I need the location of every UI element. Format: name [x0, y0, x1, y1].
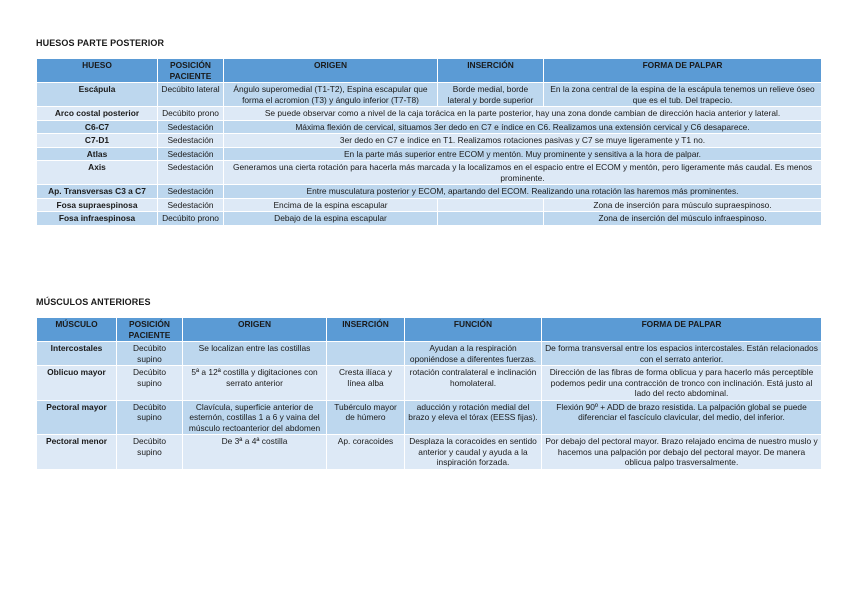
row-origen: Clavícula, superficie anterior de esternón, costillas 1 a 6 y vaina del músculo rectoanterior del abdomen [183, 400, 327, 435]
table-row [37, 83, 822, 107]
row-palpar: Zona de inserción para músculo supraespinoso. [544, 198, 822, 212]
row-name: Oblicuo mayor [37, 366, 117, 401]
header-insercion: INSERCIÓN [327, 318, 405, 342]
table-row [37, 400, 822, 435]
row-name: Intercostales [37, 342, 117, 366]
header-origen: ORIGEN [224, 59, 438, 83]
row-origen: De 3ª a 4ª costilla [183, 435, 327, 470]
row-insercion: Ap. coracoides [327, 435, 405, 470]
table-row [37, 107, 822, 121]
header-funcion: FUNCIÓN [405, 318, 542, 342]
table-row [37, 134, 822, 148]
header-origen: ORIGEN [183, 318, 327, 342]
row-name: Fosa supraespinosa [37, 198, 158, 212]
row-insercion [438, 212, 544, 226]
row-position: Decúbito supino [117, 342, 183, 366]
table-row [37, 435, 822, 470]
row-name: Ap. Transversas C3 a C7 [37, 185, 158, 199]
row-name: Atlas [37, 147, 158, 161]
row-name: Escápula [37, 83, 158, 107]
row-palpar: De forma transversal entre los espacios intercostales. Están relacionados con el serrato anterior. [542, 342, 822, 366]
row-origen: Se localizan entre las costillas [183, 342, 327, 366]
table-row [37, 147, 822, 161]
row-position: Decúbito supino [117, 400, 183, 435]
row-funcion: Desplaza la coracoides en sentido anterior y caudal y ayuda a la inspiración forzada. [405, 435, 542, 470]
row-name: Fosa infraespinosa [37, 212, 158, 226]
row-origen: Ángulo superomedial (T1-T2), Espina escapular que forma el acromion (T3) y ángulo inferior (T7-T8) [224, 83, 438, 107]
row-funcion: aducción y rotación medial del brazo y eleva el tórax (EESS fijas). [405, 400, 542, 435]
table-row [37, 120, 822, 134]
row-palpar: Por debajo del pectoral mayor. Brazo relajado encima de nuestro muslo y hacemos una palpación por debajo del pectoral mayor. De manera oblicua palpo trasversalmente. [542, 435, 822, 470]
row-name: C6-C7 [37, 120, 158, 134]
row-description: En la parte más superior entre ECOM y mentón. Muy prominente y sensitiva a la hora de palpar. [224, 147, 822, 161]
header-forma-palpar: FORMA DE PALPAR [544, 59, 822, 83]
table-header-row [37, 59, 822, 83]
table-huesos [36, 58, 822, 226]
row-palpar: Dirección de las fibras de forma oblicua y para hacerlo más perceptible podemos pedir una contracción de tronco con inclinación. Está justo al lado del recto abdominal. [542, 366, 822, 401]
row-description: Generamos una cierta rotación para hacerla más marcada y la localizamos en el espacio entre el ECOM y mentón, pero ligeramente más caudal. Es menos prominente. [224, 161, 822, 185]
row-position: Sedestación [158, 147, 224, 161]
row-palpar: Flexión 90º + ADD de brazo resistida. La palpación global se puede diferenciar el fascículo clavicular, del medio, del inferior. [542, 400, 822, 435]
row-name: Pectoral menor [37, 435, 117, 470]
row-position: Decúbito lateral [158, 83, 224, 107]
row-position: Sedestación [158, 198, 224, 212]
row-position: Decúbito prono [158, 107, 224, 121]
row-description: 3er dedo en C7 e índice en T1. Realizamos rotaciones pasivas y C7 se muye ligeramente y T1 no. [224, 134, 822, 148]
table-row [37, 366, 822, 401]
row-funcion: rotación contralateral e inclinación homolateral. [405, 366, 542, 401]
row-description: Entre musculatura posterior y ECOM, apartando del ECOM. Realizando una rotación las haremos más prominentes. [224, 185, 822, 199]
table-musculos [36, 317, 822, 470]
row-name: Arco costal posterior [37, 107, 158, 121]
row-position: Sedestación [158, 185, 224, 199]
table-header-row [37, 318, 822, 342]
row-funcion: Ayudan a la respiración oponiéndose a diferentes fuerzas. [405, 342, 542, 366]
row-palpar: Zona de inserción del músculo infraespinoso. [544, 212, 822, 226]
row-position: Decúbito supino [117, 366, 183, 401]
row-insercion [327, 342, 405, 366]
row-origen: Debajo de la espina escapular [224, 212, 438, 226]
header-musculo: MÚSCULO [37, 318, 117, 342]
row-description: Máxima flexión de cervical, situamos 3er dedo en C7 e índice en C6. Realizamos una extensión cervical y C6 desaparece. [224, 120, 822, 134]
section-title-huesos: HUESOS PARTE POSTERIOR [36, 38, 165, 48]
row-name: C7-D1 [37, 134, 158, 148]
row-name: Axis [37, 161, 158, 185]
row-description: Se puede observar como a nivel de la caja torácica en la parte posterior, hay una zona donde cambian de dirección hacia anterior y lateral. [224, 107, 822, 121]
table-row [37, 198, 822, 212]
row-palpar: En la zona central de la espina de la escápula tenemos un relieve óseo que es el tub. Del trapecio. [544, 83, 822, 107]
header-posicion: POSICIÓN PACIENTE [117, 318, 183, 342]
row-position: Sedestación [158, 120, 224, 134]
header-forma-palpar: FORMA DE PALPAR [542, 318, 822, 342]
row-position: Decúbito prono [158, 212, 224, 226]
header-posicion: POSICIÓN PACIENTE [158, 59, 224, 83]
header-hueso: HUESO [37, 59, 158, 83]
section-title-musculos: MÚSCULOS ANTERIORES [36, 297, 151, 307]
table-row [37, 185, 822, 199]
row-insercion [438, 198, 544, 212]
table-row [37, 212, 822, 226]
row-position: Decúbito supino [117, 435, 183, 470]
row-insercion: Tubérculo mayor de húmero [327, 400, 405, 435]
row-origen: 5ª a 12ª costilla y digitaciones con serrato anterior [183, 366, 327, 401]
row-position: Sedestación [158, 134, 224, 148]
row-origen: Encima de la espina escapular [224, 198, 438, 212]
row-insercion: Cresta ilíaca y línea alba [327, 366, 405, 401]
row-name: Pectoral mayor [37, 400, 117, 435]
row-insercion: Borde medial, borde lateral y borde superior [438, 83, 544, 107]
table-row [37, 161, 822, 185]
row-position: Sedestación [158, 161, 224, 185]
table-row [37, 342, 822, 366]
header-insercion: INSERCIÓN [438, 59, 544, 83]
